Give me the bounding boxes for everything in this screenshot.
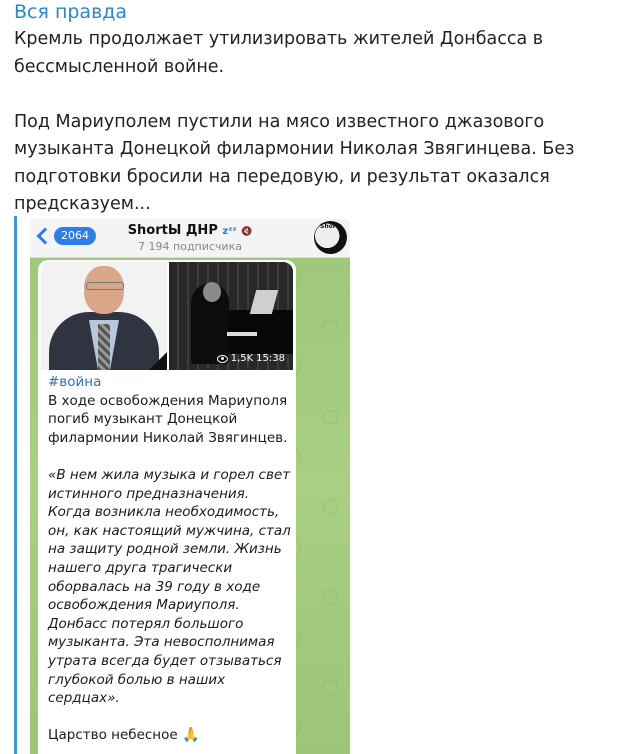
message-text: [48, 373, 293, 745]
video-views: 1,5K: [230, 353, 254, 364]
subscriber-count: 7 194 подписчика: [138, 240, 242, 253]
eye-icon: [217, 355, 228, 363]
hashtag-link: #война: [48, 374, 102, 390]
post-paragraph-1: Кремль продолжает утилизировать жителей Донбасса в бессмысленной войне.: [14, 29, 544, 77]
channel-header: [30, 219, 350, 258]
post-paragraph-2: Под Мариуполем пустили на мясо известного джазового музыканта Донецкой филармонии Николая Звягинцева. Без подготовки бросили на передовую, и результат оказался предсказуем...: [14, 111, 575, 214]
channel-avatar: [314, 221, 347, 254]
message-quote: «В нем жила музыка и горел свет истинного предназначения. Когда возникла необходимость, он, как настоящий мужчина, стал на защиту родной земли. Жизнь нашего друга трагически оборвалась на 39 году в ходе освобождения Мариуполя. Донбасс потерял большого музыканта. Эта невосполнимая утрата всегда будет отзываться глубокой болью в наших сердцах».: [48, 466, 291, 707]
sleep-icon: zᶻᶻ: [222, 226, 237, 237]
embedded-telegram-screenshot[interactable]: [30, 219, 350, 754]
praying-hands-icon: 🙏: [182, 727, 200, 744]
closing-text: Царство небесное: [48, 727, 178, 744]
avatar-label: Shorts: [320, 223, 343, 230]
post-author[interactable]: Вся правда: [14, 1, 128, 23]
channel-name: ShortЫ ДНР: [127, 223, 218, 238]
piano-video: [169, 262, 293, 370]
message-lead: В ходе освобождения Мариуполя погиб музыкант Донецкой филармонии Николай Звягинцев.: [48, 392, 288, 446]
unread-badge: 2064: [54, 227, 96, 245]
message-closing: [48, 726, 293, 745]
message-bubble: [38, 260, 296, 754]
channel-title: [30, 223, 350, 238]
mute-icon: 🔇: [241, 227, 253, 237]
video-meta: [217, 353, 285, 364]
quote-bar: [14, 216, 17, 754]
post-text: [14, 26, 614, 219]
portrait-photo: [41, 262, 167, 370]
video-duration: 15:38: [256, 353, 285, 364]
